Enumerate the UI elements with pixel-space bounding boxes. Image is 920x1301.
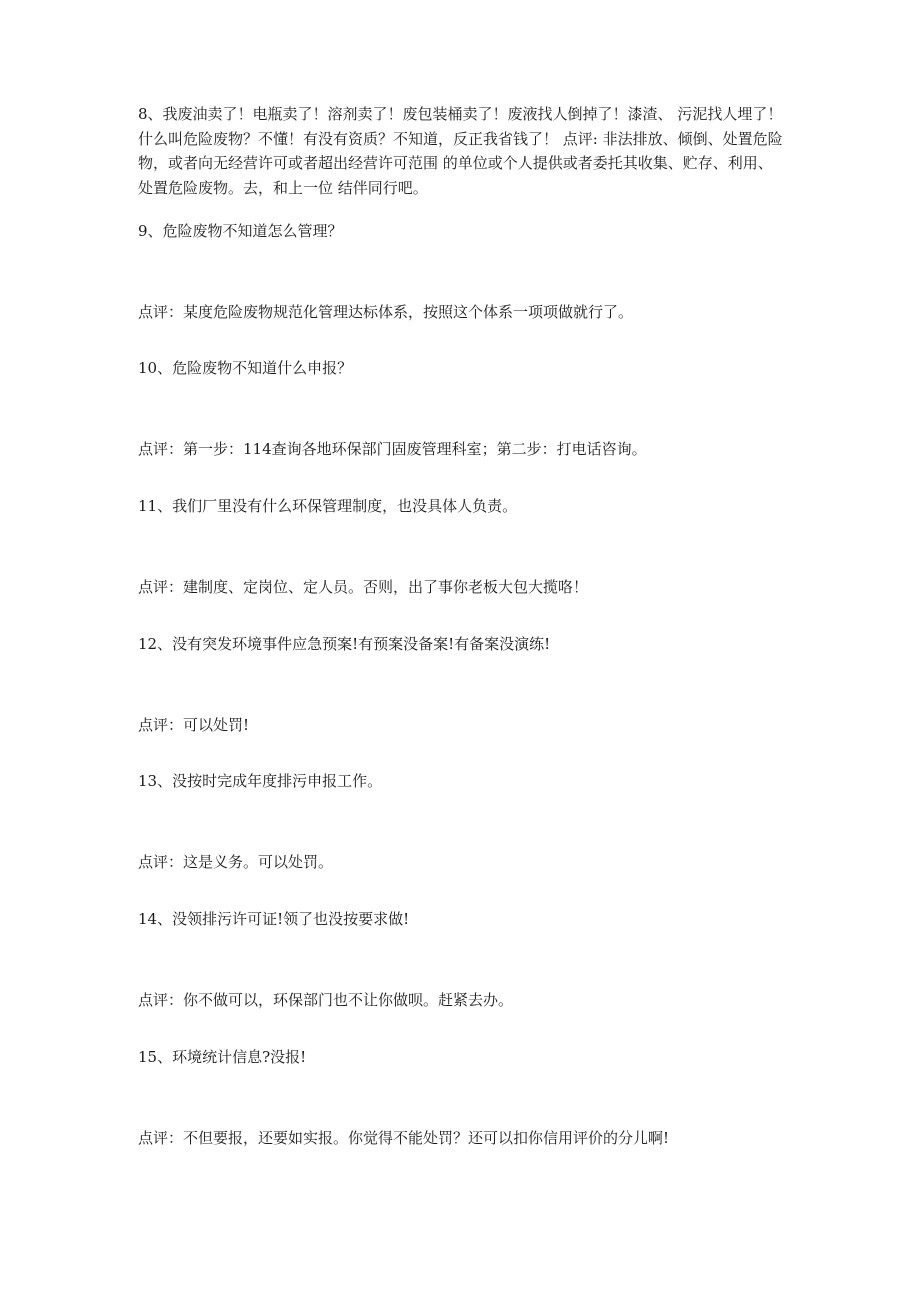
item-9-question: 9、危险废物不知道怎么管理？ xyxy=(138,222,343,240)
item-10-comment: 点评：第一步：114查询各地环保部门固废管理科室；第二步：打电话咨询。 xyxy=(138,440,647,458)
item-10-question: 10、危险废物不知道什么申报？ xyxy=(138,359,353,377)
item-11-comment: 点评：建制度、定岗位、定人员。否则，出了事你老板大包大揽咯！ xyxy=(138,578,589,596)
item-13-comment: 点评：这是义务。可以处罚。 xyxy=(138,853,334,871)
item-9-comment: 点评：某度危险废物规范化管理达标体系，按照这个体系一项项做就行了。 xyxy=(138,303,634,321)
item-8-paragraph: 8、我废油卖了！电瓶卖了！溶剂卖了！废包装桶卖了！废液找人倒掉了！漆渣、 污泥找人埋了！什么叫危险废物？不懂！有没有资质？不知道，反正我省钱了！ 点评: 非法排放、倾倒、处置危险物，或者向无经营许可或者超出经营许可范围 的单位或个人提供或者委托其收集、贮存、利用、处置危险废物。去，和上一位 结伴同行吧。 xyxy=(138,105,783,197)
item-11-question: 11、我们厂里没有什么环保管理制度，也没具体人负责。 xyxy=(138,497,518,515)
item-14-question: 14、没领排污许可证!领了也没按要求做! xyxy=(138,910,410,928)
item-15-comment: 点评：不但要报，还要如实报。你觉得不能处罚？还可以扣你信用评价的分儿啊! xyxy=(138,1129,670,1147)
item-12-comment: 点评：可以处罚! xyxy=(138,716,250,734)
item-12-question: 12、没有突发环境事件应急预案!有预案没备案!有备案没演练! xyxy=(138,635,551,653)
item-15-question: 15、环境统计信息?没报! xyxy=(138,1048,307,1066)
item-14-comment: 点评：你不做可以，环保部门也不让你做呗。赶紧去办。 xyxy=(138,991,514,1009)
item-13-question: 13、没按时完成年度排污申报工作。 xyxy=(138,772,383,790)
